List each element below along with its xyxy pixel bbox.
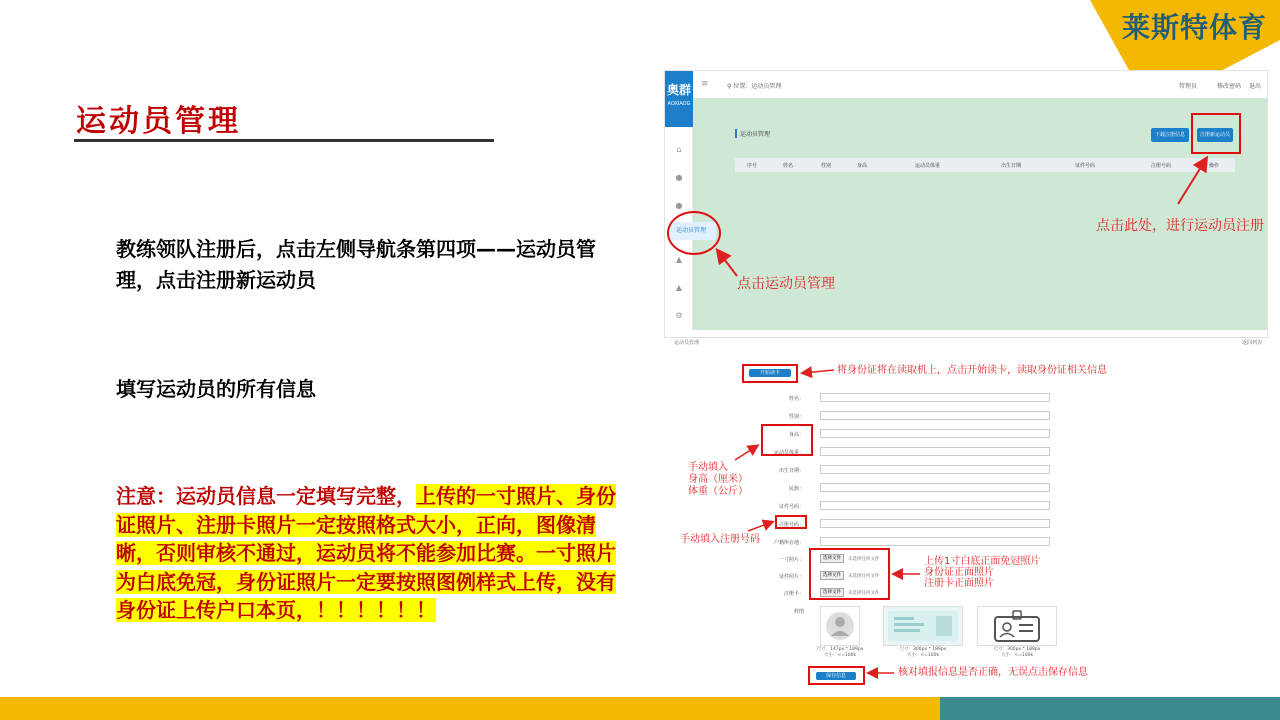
instruction-step1: 教练领队注册后，点击左侧导航条第四项——运动员管理，点击注册新运动员 xyxy=(116,237,596,292)
badge-icon xyxy=(978,607,1056,645)
col-header: 操作 xyxy=(1209,163,1220,169)
col-header: 证件号码 xyxy=(1075,163,1096,169)
note-plain: 注意：运动员信息一定填写完整， xyxy=(116,484,416,508)
annotation-click-register: 点击此处，进行运动员注册 xyxy=(1096,218,1264,234)
annotation-click-athlete-mgmt: 点击运动员管理 xyxy=(737,276,835,292)
highlight-read-card xyxy=(742,364,798,383)
col-header: 序号 xyxy=(747,163,758,169)
annotation-manual-1: 手动填入 xyxy=(688,462,728,473)
annotation-upload-1: 上传1寸白底正面免冠照片 xyxy=(924,556,1041,567)
home-icon[interactable]: ⌂ xyxy=(676,145,682,154)
annotation-upload-2: 身份证正面照片 xyxy=(924,567,994,578)
annotation-upload-3: 注册卡正面照片 xyxy=(924,578,994,589)
highlight-save xyxy=(808,666,865,685)
bell-icon[interactable]: ▲ xyxy=(675,283,683,292)
read-card-button[interactable]: 开始读卡 xyxy=(749,369,791,377)
field-label-name: 姓名： xyxy=(788,396,804,402)
form-header-strip xyxy=(670,337,1264,346)
annotation-verify-save: 核对填报信息是否正确，无误点击保存信息 xyxy=(898,667,1088,678)
sidebar xyxy=(665,71,693,338)
app-logo xyxy=(665,71,693,127)
choose-regcard-button[interactable]: 选择文件 xyxy=(820,588,844,597)
sample-caption-id: 尺寸：300px * 189px 大小：<=100k xyxy=(899,647,947,658)
form-strip-title: 运动员管理 xyxy=(674,340,700,346)
field-label-household: 户籍所在地： xyxy=(773,540,804,546)
upload-label-regcard: 注册卡： xyxy=(783,591,804,597)
col-header: 注册号码 xyxy=(1151,163,1172,169)
avatar-icon xyxy=(821,607,859,645)
warning-note xyxy=(116,482,628,625)
regcard-file-hint: 未选择任何文件 xyxy=(848,591,880,596)
col-header: 性别 xyxy=(821,163,832,169)
id-card-icon xyxy=(884,607,962,645)
annotation-manual-reg: 手动填入注册号码 xyxy=(680,534,760,545)
birthdate-field[interactable] xyxy=(820,465,1050,474)
user-icon[interactable]: ● xyxy=(675,201,683,210)
gear-icon[interactable]: ⚙ xyxy=(675,311,683,320)
back-to-list-link[interactable]: 返回列表 xyxy=(1242,340,1263,346)
sample-caption-regcard: 尺寸：300px * 189px 大小：<=100k xyxy=(993,647,1041,658)
brand-name: 莱斯特体育 xyxy=(1122,11,1268,44)
field-label-birthdate: 出生日期： xyxy=(778,468,804,474)
field-label-gender: 性别： xyxy=(788,414,804,420)
arrow-to-read-card xyxy=(803,370,834,373)
footer-bar-yellow xyxy=(0,697,940,720)
page-title: 运动员管理 xyxy=(76,104,241,139)
footer-bar-teal xyxy=(940,697,1280,720)
field-label-ethnicity: 民族： xyxy=(788,486,804,492)
ethnicity-field[interactable] xyxy=(820,483,1050,492)
note-highlight: 上传的一寸照片、身份证照片、注册卡照片一定按照格式大小，正向，图像清晰，否则审核不通过，运动员将不能参加比赛。一寸照片为白底免冠，身份证照片一定要按照图例样式上传，没有身份证上传户口本页，！！！！！！ xyxy=(116,484,616,622)
table-header xyxy=(735,158,1235,172)
highlight-athlete-mgmt xyxy=(667,211,721,255)
top-link-logout[interactable]: 退出 xyxy=(1249,83,1262,90)
name-field[interactable] xyxy=(820,393,1050,402)
id-file-hint: 未选择任何文件 xyxy=(848,574,880,579)
field-label-reg-number: 注册号码： xyxy=(778,522,804,528)
breadcrumb: ⚲ 位置：运动员管理 xyxy=(727,83,782,90)
highlight-uploads xyxy=(809,548,890,600)
logo-cn: 奥群 xyxy=(666,83,691,97)
weight-field[interactable] xyxy=(820,447,1050,456)
annotation-read-id: 将身份证将在读取机上，点击开始读卡，读取身份证相关信息 xyxy=(837,365,1107,376)
height-field[interactable] xyxy=(820,429,1050,438)
col-header: 运动员体重 xyxy=(915,163,941,169)
instruction-step2: 填写运动员的所有信息 xyxy=(116,377,316,401)
field-label-height: 身高： xyxy=(788,432,804,438)
save-button[interactable]: 保存信息 xyxy=(816,672,856,680)
bell-icon[interactable]: ▲ xyxy=(675,255,683,264)
choose-id-button[interactable]: 选择文件 xyxy=(820,571,844,580)
reg-number-field[interactable] xyxy=(820,519,1050,528)
field-label-weight: 运动员体重： xyxy=(773,450,804,456)
col-header: 身高 xyxy=(857,163,868,169)
sample-caption-portrait: 尺寸：147px * 189px 大小：<=100k xyxy=(816,647,864,658)
household-field[interactable] xyxy=(820,537,1050,546)
sample-label: 样图 xyxy=(793,609,804,615)
sample-id-card xyxy=(883,606,963,646)
logo-en: AOXIAOG xyxy=(667,101,691,107)
menu-icon[interactable]: ≡ xyxy=(701,79,709,89)
highlight-reg-number xyxy=(775,515,807,529)
highlight-register-button xyxy=(1191,113,1241,154)
top-bar xyxy=(693,71,1268,98)
arrow-to-height xyxy=(735,446,757,460)
col-header: 姓名 xyxy=(783,163,794,169)
screenshot-athlete-list xyxy=(664,70,1268,338)
user-icon[interactable]: ● xyxy=(675,173,683,182)
field-label-id-number: 证件号码： xyxy=(778,504,804,510)
upload-label-id: 证件照片： xyxy=(778,574,804,580)
panel-title: 运动员管理 xyxy=(735,129,770,138)
annotation-manual-3: 体重（公斤） xyxy=(688,486,748,497)
choose-photo-button[interactable]: 选择文件 xyxy=(820,554,844,563)
photo-file-hint: 未选择任何文件 xyxy=(848,557,880,562)
sample-portrait xyxy=(820,606,860,646)
title-underline xyxy=(74,139,494,142)
top-link-admin[interactable]: 管理员 xyxy=(1179,83,1198,90)
register-athlete-button[interactable]: 注册新运动员 xyxy=(1197,128,1233,142)
annotation-manual-2: 身高（厘米） xyxy=(688,474,748,485)
id-number-field[interactable] xyxy=(820,501,1050,510)
col-header: 出生日期 xyxy=(1001,163,1022,169)
upload-label-photo: 一寸照片： xyxy=(778,557,804,563)
top-link-password[interactable]: 修改密码 xyxy=(1217,83,1242,90)
gender-field[interactable] xyxy=(820,411,1050,420)
download-button[interactable]: 下载注册信息 xyxy=(1151,128,1189,142)
sidebar-item-athlete-mgmt[interactable]: 运动员管理 xyxy=(670,222,716,240)
highlight-height-weight xyxy=(761,424,813,456)
sample-reg-card xyxy=(977,606,1057,646)
